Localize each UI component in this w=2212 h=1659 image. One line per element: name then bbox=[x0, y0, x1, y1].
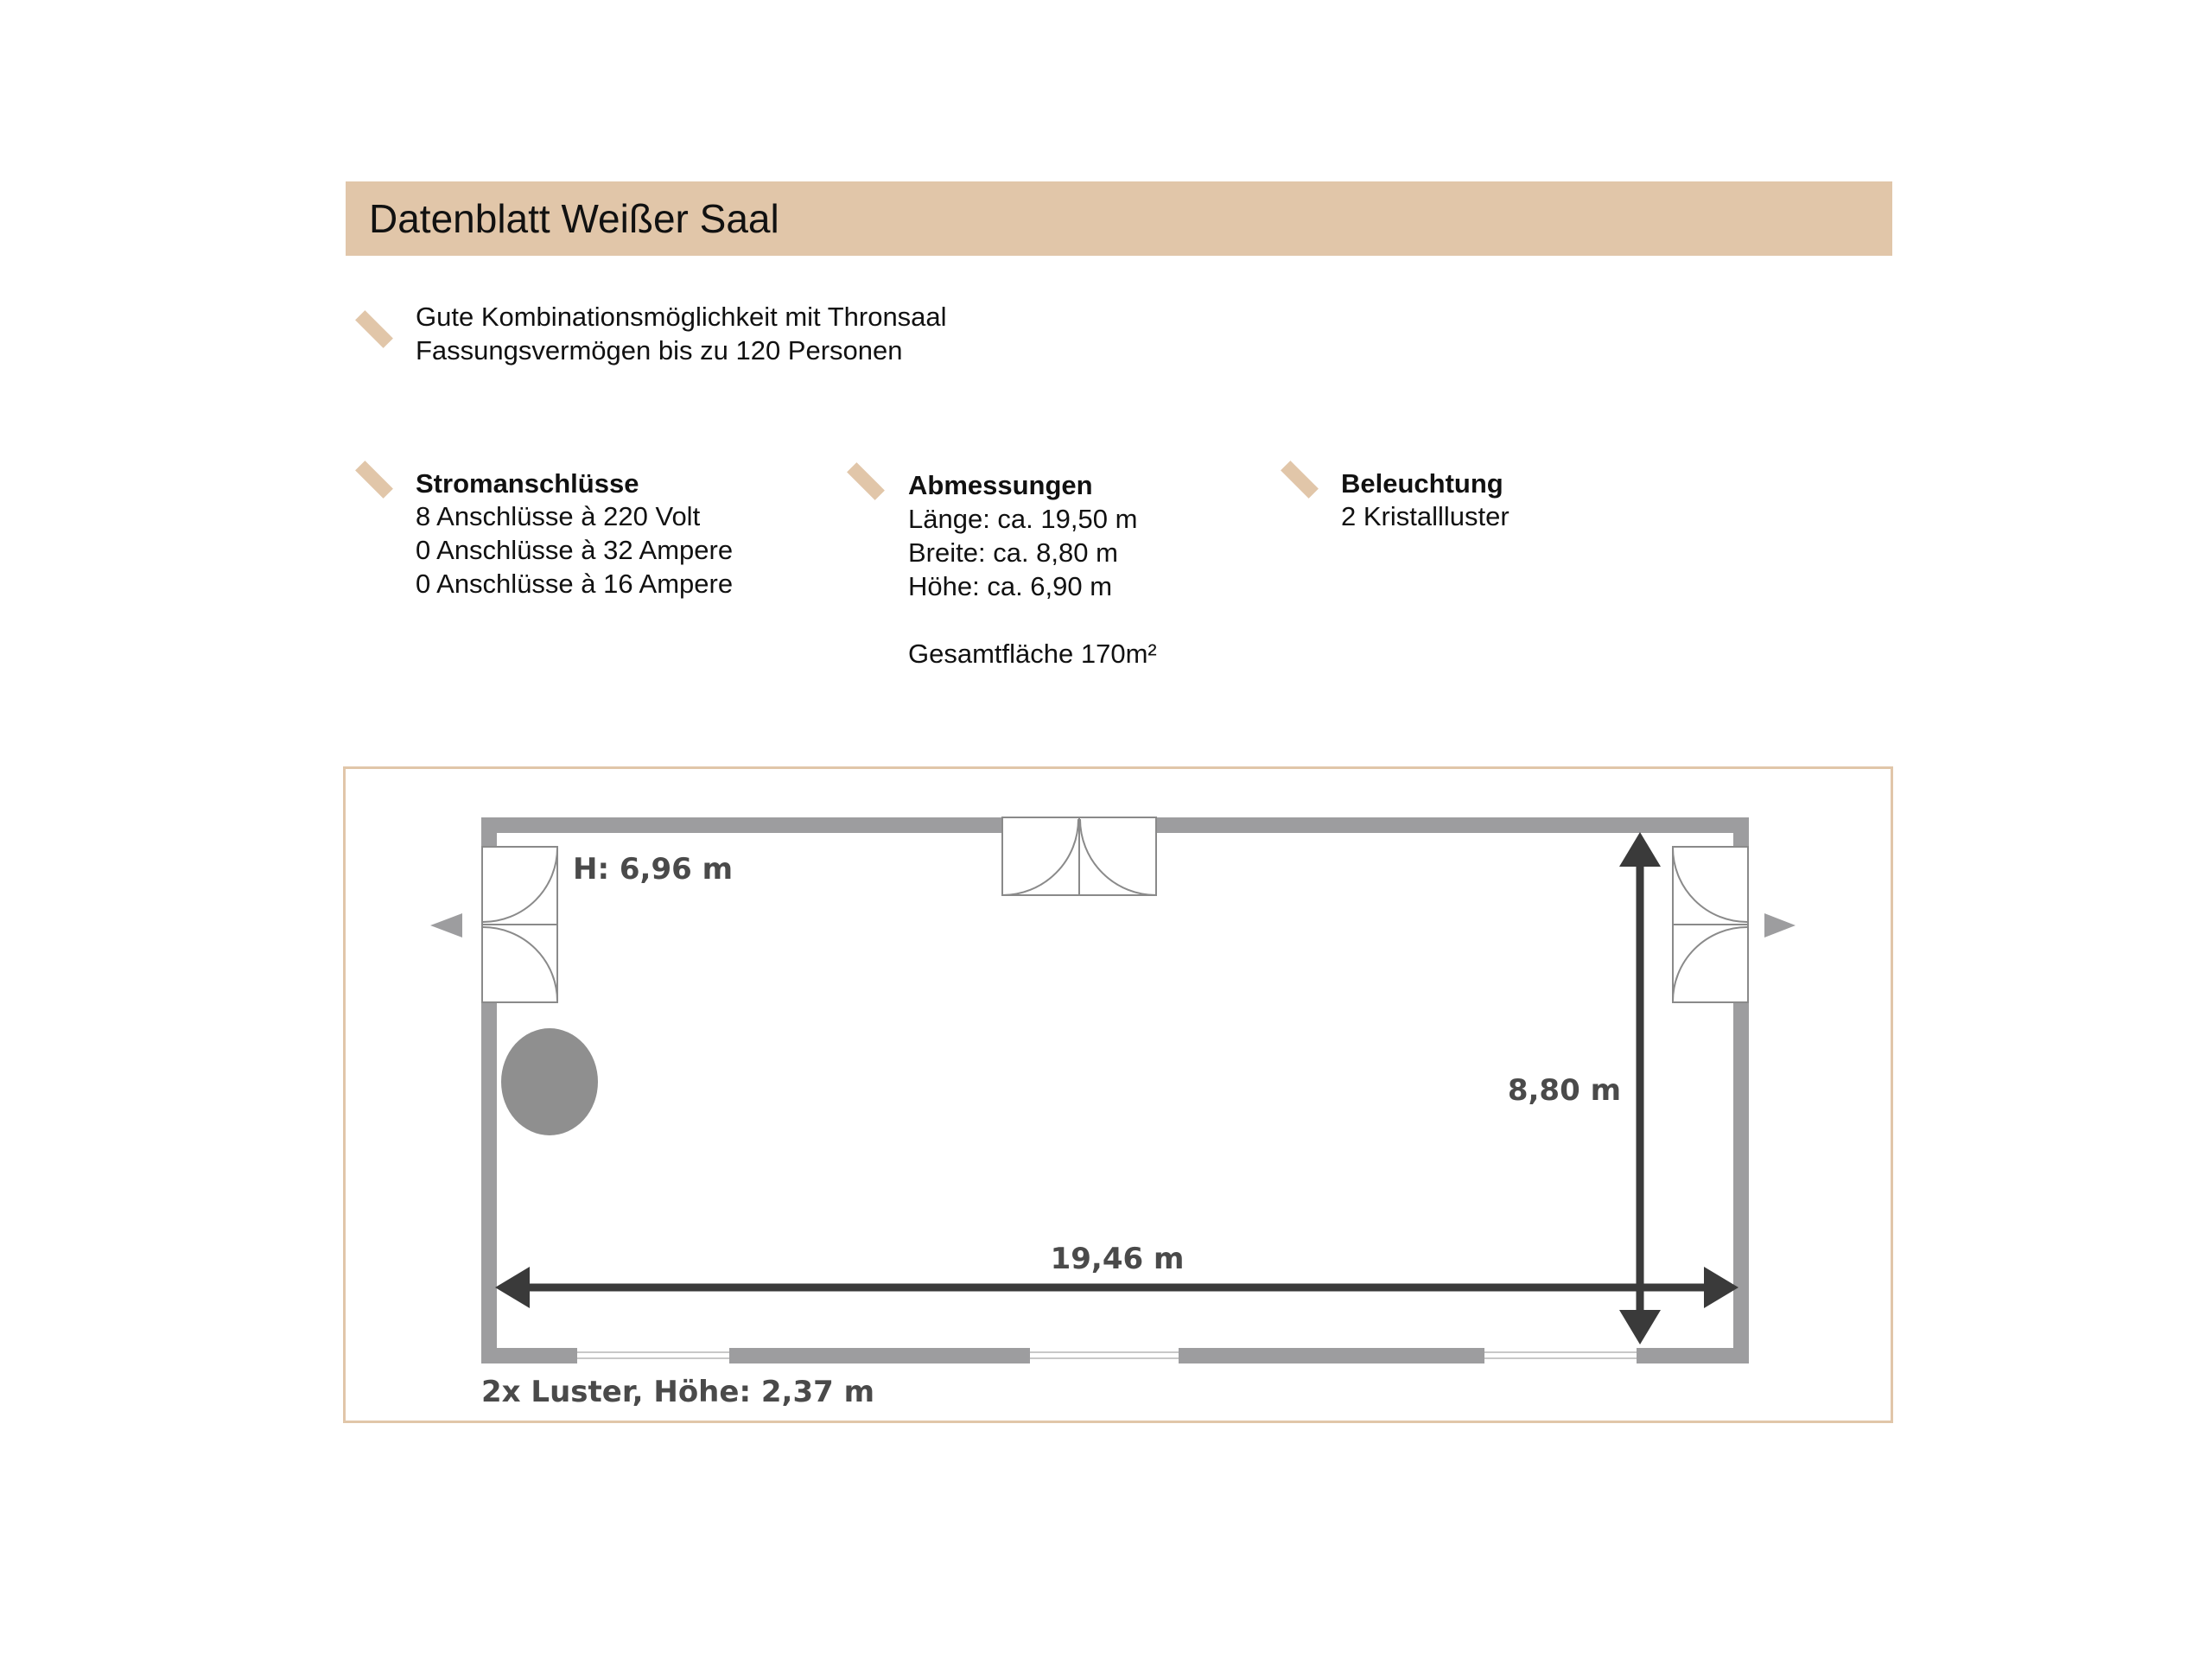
lighting-line-1: 2 Kristallluster bbox=[1341, 501, 1510, 531]
floorplan-height-label: H: 6,96 m bbox=[573, 852, 734, 887]
dimensions-height: Höhe: ca. 6,90 m bbox=[908, 571, 1113, 601]
door-top bbox=[1002, 817, 1156, 895]
power-line-1: 8 Anschlüsse à 220 Volt bbox=[416, 501, 701, 531]
chandelier-marker bbox=[501, 1028, 598, 1135]
intro-line-2: Fassungsvermögen bis zu 120 Personen bbox=[416, 335, 903, 365]
door-left bbox=[480, 847, 557, 1002]
page-title: Datenblatt Weißer Saal bbox=[369, 196, 779, 241]
power-line-2: 0 Anschlüsse à 32 Ampere bbox=[416, 535, 734, 565]
floorplan-chandelier-label: 2x Luster, Höhe: 2,37 m bbox=[481, 1375, 875, 1409]
power-line-3: 0 Anschlüsse à 16 Ampere bbox=[416, 569, 734, 599]
window-1 bbox=[577, 1347, 729, 1364]
power-heading: Stromanschlüsse bbox=[416, 468, 639, 499]
floorplan-width-label: 8,80 m bbox=[1507, 1073, 1621, 1108]
dimensions-width: Breite: ca. 8,80 m bbox=[908, 537, 1118, 568]
width-dimension-arrow bbox=[1619, 832, 1661, 1344]
exit-left-arrow-icon bbox=[430, 913, 462, 938]
dimensions-heading: Abmessungen bbox=[908, 470, 1093, 500]
lighting-heading: Beleuchtung bbox=[1341, 468, 1503, 499]
dimensions-length: Länge: ca. 19,50 m bbox=[908, 504, 1138, 534]
door-right bbox=[1673, 847, 1750, 1002]
window-2 bbox=[1030, 1347, 1179, 1364]
exit-right-arrow-icon bbox=[1764, 913, 1796, 938]
floorplan-length-label: 19,46 m bbox=[1050, 1242, 1185, 1276]
dimensions-total-area: Gesamtfläche 170m² bbox=[908, 639, 1157, 669]
intro-line-1: Gute Kombinationsmöglichkeit mit Thronsaal bbox=[416, 302, 947, 332]
window-3 bbox=[1484, 1347, 1637, 1364]
